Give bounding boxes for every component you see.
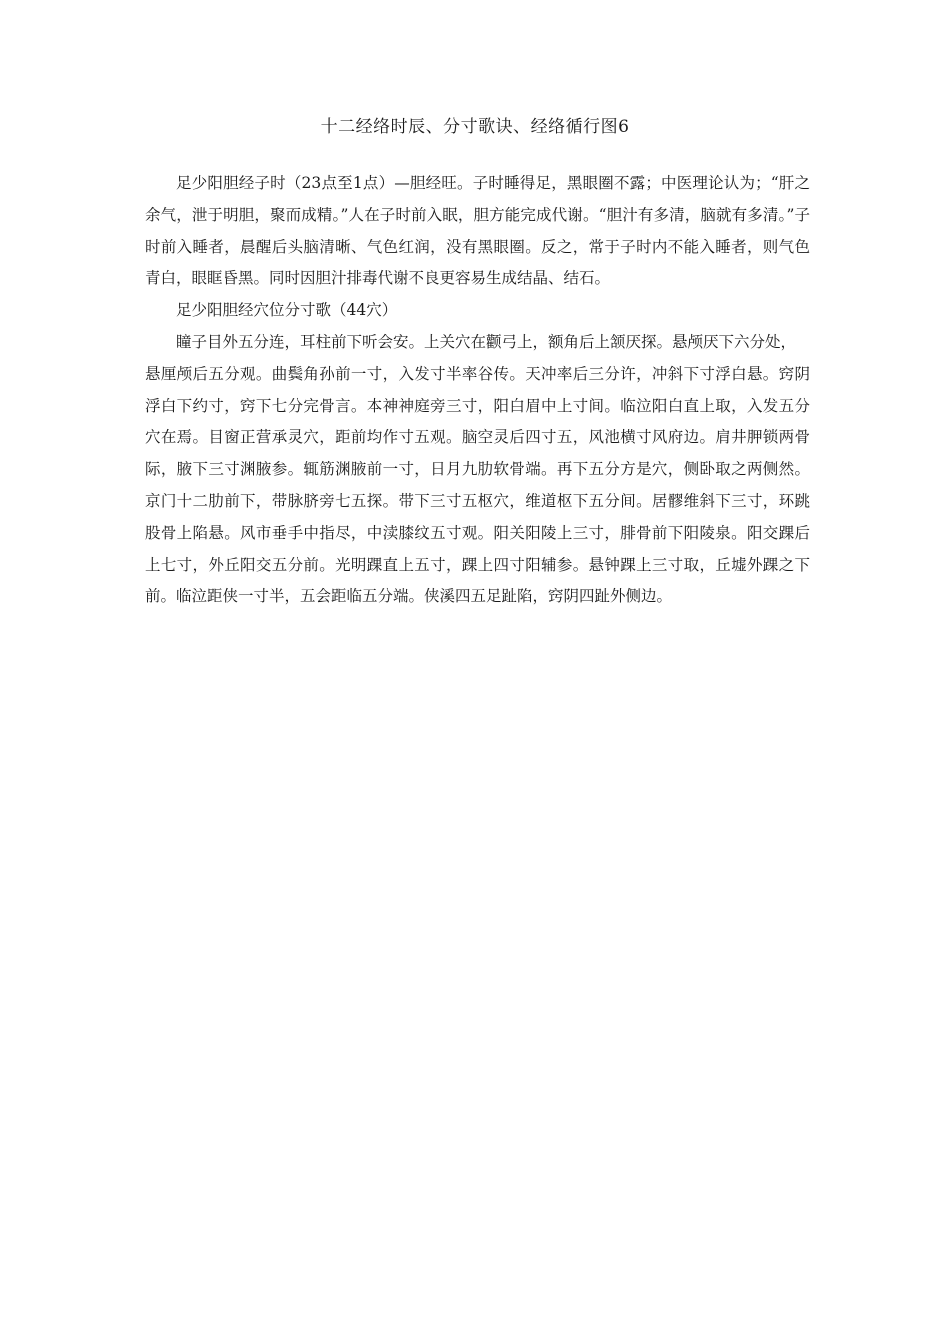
document-body xyxy=(145,168,810,613)
document-title: 十二经络时辰、分寸歌诀、经络循行图6 xyxy=(320,117,630,137)
paragraph-acupoint-song-body: 悬厘颅后五分观。曲鬓角孙前一寸，入发寸半率谷传。天冲率后三分许，冲斜下寸浮白悬。窍阴浮白下约寸，窍下七分完骨言。本神神庭旁三寸，阳白眉中上寸间。临泣阳白直上取，入发五分穴在焉。目窗正营承灵穴，距前均作寸五观。脑空灵后四寸五，风池横寸风府边。肩井胛锁两骨际，腋下三寸渊腋参。辄筋渊腋前一寸，日月九肋软骨端。再下五分方是穴，侧卧取之两侧然。京门十二肋前下，带脉脐旁七五探。带下三寸五枢穴，维道枢下五分间。居髎维斜下三寸，环跳股骨上陷悬。风市垂手中指尽，中渎膝纹五寸观。阳关阳陵上三寸，腓骨前下阳陵泉。阳交踝后上七寸，外丘阳交五分前。光明踝直上五寸，踝上四寸阳辅参。悬钟踝上三寸取，丘墟外踝之下前。临泣距侠一寸半，五会距临五分端。侠溪四五足趾陷，窍阴四趾外侧边。 xyxy=(145,364,810,606)
paragraph-gallbladder-meridian-intro: 足少阳胆经子时（23点至1点）—胆经旺。子时睡得足，黑眼圈不露；中医理论认为；“肝之余气，泄于明胆，聚而成精。”人在子时前入眠，胆方能完成代谢。“胆汁有多清，脑就有多清。”子时前入睡者，晨醒后头脑清晰、气色红润，没有黑眼圈。反之，常于子时内不能入睡者，则气色青白，眼眶昏黑。同时因胆汁排毒代谢不良更容易生成结晶、结石。 xyxy=(145,174,810,288)
paragraph-acupoint-song-heading: 足少阳胆经穴位分寸歌（44穴） xyxy=(176,301,398,320)
paragraph-acupoint-song-line1: 瞳子目外五分连，耳柱前下听会安。上关穴在颧弓上，额角后上颔厌探。悬颅厌下六分处， xyxy=(176,332,797,351)
